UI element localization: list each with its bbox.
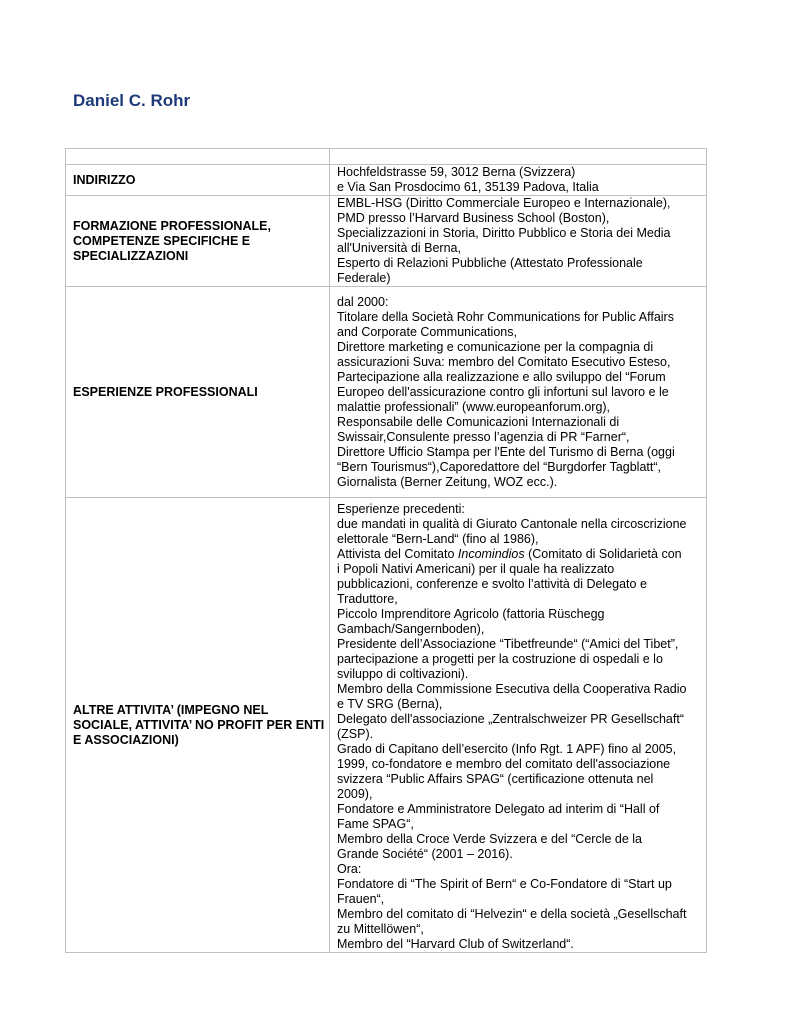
- empty-cell: [330, 149, 707, 165]
- value-line: Swissair,Consulente presso l’agenzia di PR “Farner“,: [337, 429, 630, 444]
- row-label: ALTRE ATTIVITA’ (IMPEGNO NEL SOCIALE, ATTIVITA’ NO PROFIT PER ENTI E ASSOCIAZIONI): [66, 498, 330, 953]
- value-line: Partecipazione alla realizzazione e allo sviluppo del “Forum: [337, 369, 666, 384]
- value-line: Hochfeldstrasse 59, 3012 Berna (Svizzera): [337, 165, 576, 179]
- value-line: Specializzazioni in Storia, Diritto Pubblico e Storia dei Media: [337, 226, 671, 240]
- value-line: Direttore Ufficio Stampa per l'Ente del Turismo di Berna (oggi: [337, 444, 675, 459]
- row-value: [330, 165, 707, 196]
- value-line: Federale): [337, 271, 391, 285]
- table-header-row: [66, 149, 707, 165]
- value-line: Giornalista (Berner Zeitung, WOZ ecc.).: [337, 474, 558, 489]
- page-title: Daniel C. Rohr: [73, 91, 191, 110]
- value-line: PMD presso l’Harvard Business School (Boston),: [337, 211, 610, 225]
- value-line: partecipazione a progetti per la costruzione di ospedali e lo: [337, 652, 663, 666]
- table-row-other-activities: [66, 498, 707, 953]
- value-line: Frauen“,: [337, 892, 385, 906]
- value-line: all'Università di Berna,: [337, 241, 461, 255]
- value-line: Titolare della Società Rohr Communications for Public Affairs: [337, 309, 674, 324]
- value-line: Ora:: [337, 862, 362, 876]
- value-line: Attivista del Comitato Incomindios (Comitato di Solidarietà con: [337, 547, 682, 561]
- value-line: e TV SRG (Berna),: [337, 697, 443, 711]
- value-line: Membro della Croce Verde Svizzera e del “Cercle de la: [337, 832, 642, 846]
- value-line: Fondatore e Amministratore Delegato ad interim di “Hall of: [337, 802, 660, 816]
- row-label: INDIRIZZO: [66, 165, 330, 196]
- value-line: (ZSP).: [337, 727, 374, 741]
- value-line: svizzera “Public Affairs SPAG“ (certificazione ottenuta nel: [337, 772, 654, 786]
- value-line: Fame SPAG“,: [337, 817, 414, 831]
- value-line: Europeo dell'assicurazione contro gli infortuni sul lavoro e le: [337, 384, 669, 399]
- cv-table: [65, 148, 707, 953]
- value-line: Membro del comitato di “Helvezin“ e della società „Gesellschaft: [337, 907, 687, 921]
- value-line: e Via San Prosdocimo 61, 35139 Padova, Italia: [337, 180, 599, 194]
- value-line: EMBL-HSG (Diritto Commerciale Europeo e Internazionale),: [337, 196, 671, 210]
- row-value: [330, 287, 707, 498]
- value-line: elettorale “Bern-Land“ (fino al 1986),: [337, 532, 539, 546]
- value-line: assicurazioni Suva: membro del Comitato Esecutivo Esteso,: [337, 354, 671, 369]
- value-line: Esperto di Relazioni Pubbliche (Attestato Professionale: [337, 256, 643, 270]
- value-line: Gambach/Sangernboden),: [337, 622, 485, 636]
- value-line: Grado di Capitano dell’esercito (Info Rgt. 1 APF) fino al 2005,: [337, 742, 677, 756]
- value-line: Piccolo Imprenditore Agricolo (fattoria Rüschegg: [337, 607, 605, 621]
- row-value: [330, 498, 707, 953]
- value-line: Presidente dell’Associazione “Tibetfreunde“ (“Amici del Tibet”,: [337, 637, 679, 651]
- value-line: 1999, co-fondatore e membro del comitato dell'associazione: [337, 757, 671, 771]
- table-row-address: [66, 165, 707, 196]
- value-line: sviluppo di coltivazioni).: [337, 667, 469, 681]
- value-line: Responsabile delle Comunicazioni Internazionali di: [337, 414, 620, 429]
- table-row-education: [66, 196, 707, 287]
- row-label: ESPERIENZE PROFESSIONALI: [66, 287, 330, 498]
- value-line: Direttore marketing e comunicazione per la compagnia di: [337, 339, 654, 354]
- value-line: zu Mittellöwen“,: [337, 922, 424, 936]
- table-row-experience: [66, 287, 707, 498]
- value-line: Traduttore,: [337, 592, 398, 606]
- value-line: Fondatore di “The Spirit of Bern“ e Co-Fondatore di “Start up: [337, 877, 672, 891]
- value-line: malattie professionali” (www.europeanforum.org),: [337, 399, 611, 414]
- value-line: i Popoli Nativi Americani) per il quale ha realizzato: [337, 562, 615, 576]
- value-line: Membro della Commissione Esecutiva della Cooperativa Radio: [337, 682, 687, 696]
- value-line: “Bern Tourismus“),Caporedattore del “Burgdorfer Tagblatt“,: [337, 459, 661, 474]
- empty-cell: [66, 149, 330, 165]
- value-line: pubblicazioni, conferenze e svolto l’attività di Delegato e: [337, 577, 647, 591]
- value-line: 2009),: [337, 787, 373, 801]
- value-line: Membro del “Harvard Club of Switzerland“.: [337, 937, 574, 951]
- row-label: FORMAZIONE PROFESSIONALE, COMPETENZE SPECIFICHE E SPECIALIZZAZIONI: [66, 196, 330, 287]
- row-value: [330, 196, 707, 287]
- value-line: and Corporate Communications,: [337, 324, 517, 339]
- value-line: dal 2000:: [337, 294, 389, 309]
- value-line: due mandati in qualità di Giurato Cantonale nella circoscrizione: [337, 517, 687, 531]
- value-line: Delegato dell'associazione „Zentralschweizer PR Gesellschaft“: [337, 712, 684, 726]
- value-line: Grande Société“ (2001 – 2016).: [337, 847, 513, 861]
- value-line: Esperienze precedenti:: [337, 502, 465, 516]
